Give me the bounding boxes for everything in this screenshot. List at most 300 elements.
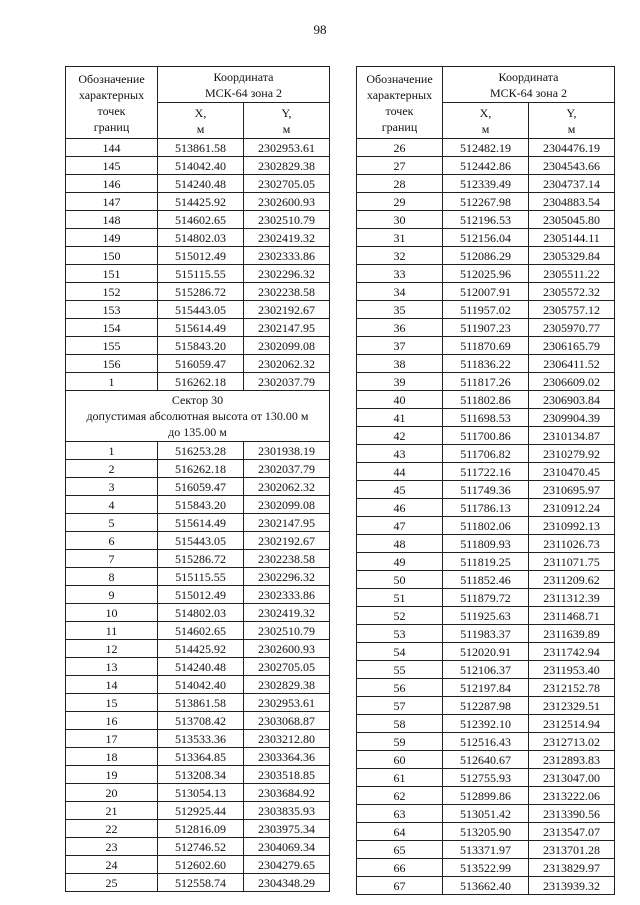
point-id-cell: 1	[66, 442, 158, 460]
x-coordinate-cell: 511749.36	[443, 481, 529, 499]
x-coordinate-cell: 511698.53	[443, 409, 529, 427]
x-coordinate-cell: 511879.72	[443, 589, 529, 607]
point-id-cell: 65	[357, 841, 443, 859]
y-coordinate-cell: 2305045.80	[529, 211, 615, 229]
table-row	[66, 856, 330, 874]
table-row	[66, 496, 330, 514]
table-row	[66, 838, 330, 856]
y-coordinate-cell: 2305757.12	[529, 301, 615, 319]
table-row	[357, 697, 615, 715]
table-row	[66, 175, 330, 193]
table-row	[357, 715, 615, 733]
x-coordinate-cell: 512516.43	[443, 733, 529, 751]
point-id-cell: 34	[357, 283, 443, 301]
table-row	[66, 730, 330, 748]
x-coordinate-cell: 513205.90	[443, 823, 529, 841]
point-id-cell: 153	[66, 301, 158, 319]
y-coordinate-cell: 2302238.58	[244, 283, 330, 301]
point-id-cell: 154	[66, 319, 158, 337]
x-coordinate-cell: 515012.49	[158, 247, 244, 265]
table-row	[66, 265, 330, 283]
table-row	[357, 499, 615, 517]
point-id-cell: 37	[357, 337, 443, 355]
y-coordinate-cell: 2302333.86	[244, 247, 330, 265]
y-coordinate-cell: 2303835.93	[244, 802, 330, 820]
table-row	[357, 841, 615, 859]
table-row	[66, 301, 330, 319]
point-id-cell: 30	[357, 211, 443, 229]
point-id-cell: 152	[66, 283, 158, 301]
x-coordinate-cell: 514602.65	[158, 211, 244, 229]
section-heading	[66, 391, 330, 442]
point-id-cell: 39	[357, 373, 443, 391]
table-row	[357, 373, 615, 391]
y-coordinate-cell: 2313047.00	[529, 769, 615, 787]
y-coordinate-cell: 2302333.86	[244, 586, 330, 604]
table-row	[357, 445, 615, 463]
x-coordinate-cell: 514802.03	[158, 604, 244, 622]
x-coordinate-cell: 513364.85	[158, 748, 244, 766]
y-coordinate-cell: 2312893.83	[529, 751, 615, 769]
point-id-cell: 56	[357, 679, 443, 697]
table-row	[357, 571, 615, 589]
x-coordinate-cell: 512106.37	[443, 661, 529, 679]
x-coordinate-cell: 512816.09	[158, 820, 244, 838]
table-row	[66, 355, 330, 373]
point-id-cell: 5	[66, 514, 158, 532]
x-coordinate-cell: 514602.65	[158, 622, 244, 640]
point-id-cell: 17	[66, 730, 158, 748]
table-row	[357, 463, 615, 481]
table-row	[66, 514, 330, 532]
point-id-cell: 24	[66, 856, 158, 874]
x-coordinate-cell: 511700.86	[443, 427, 529, 445]
y-coordinate-cell: 2304069.34	[244, 838, 330, 856]
point-id-cell: 156	[66, 355, 158, 373]
table-row	[357, 211, 615, 229]
point-id-cell: 38	[357, 355, 443, 373]
table-row	[357, 319, 615, 337]
point-id-cell: 8	[66, 568, 158, 586]
x-coordinate-cell: 514042.40	[158, 676, 244, 694]
table-row	[66, 874, 330, 892]
y-coordinate-cell: 2302419.32	[244, 229, 330, 247]
table-row	[66, 157, 330, 175]
x-coordinate-cell: 515443.05	[158, 532, 244, 550]
point-id-cell: 40	[357, 391, 443, 409]
point-id-cell: 64	[357, 823, 443, 841]
table-row	[357, 679, 615, 697]
x-coordinate-cell: 515286.72	[158, 283, 244, 301]
point-id-cell: 21	[66, 802, 158, 820]
x-coordinate-cell: 513861.58	[158, 139, 244, 157]
x-coordinate-cell: 514240.48	[158, 658, 244, 676]
point-id-cell: 57	[357, 697, 443, 715]
point-id-cell: 146	[66, 175, 158, 193]
x-column-header: X, м	[443, 103, 529, 139]
x-coordinate-cell: 515443.05	[158, 301, 244, 319]
point-id-cell: 62	[357, 787, 443, 805]
x-coordinate-cell: 513708.42	[158, 712, 244, 730]
table-row	[357, 751, 615, 769]
point-id-cell: 149	[66, 229, 158, 247]
x-coordinate-cell: 515286.72	[158, 550, 244, 568]
point-id-cell: 59	[357, 733, 443, 751]
y-coordinate-cell: 2305329.84	[529, 247, 615, 265]
table-row	[357, 337, 615, 355]
x-coordinate-cell: 515115.55	[158, 265, 244, 283]
y-coordinate-cell: 2304348.29	[244, 874, 330, 892]
point-id-cell: 25	[66, 874, 158, 892]
y-coordinate-cell: 2302296.32	[244, 568, 330, 586]
point-id-cell: 28	[357, 175, 443, 193]
table-row	[357, 265, 615, 283]
x-coordinate-cell: 516059.47	[158, 355, 244, 373]
table-row	[66, 283, 330, 301]
point-id-cell: 155	[66, 337, 158, 355]
table-row	[66, 442, 330, 460]
y-coordinate-cell: 2303684.92	[244, 784, 330, 802]
x-coordinate-cell: 512287.98	[443, 697, 529, 715]
table-row	[66, 604, 330, 622]
y-coordinate-cell: 2303068.87	[244, 712, 330, 730]
table-row	[357, 553, 615, 571]
table-row	[357, 283, 615, 301]
point-id-cell: 16	[66, 712, 158, 730]
table-row	[357, 355, 615, 373]
section-block	[66, 391, 330, 442]
x-coordinate-cell: 512640.67	[443, 751, 529, 769]
point-id-cell: 145	[66, 157, 158, 175]
y-coordinate-cell: 2313390.56	[529, 805, 615, 823]
table-row	[357, 769, 615, 787]
table-row	[357, 823, 615, 841]
x-coordinate-cell: 511907.23	[443, 319, 529, 337]
table-row	[66, 784, 330, 802]
x-coordinate-cell: 512267.98	[443, 193, 529, 211]
table-row	[357, 859, 615, 877]
y-coordinate-cell: 2312713.02	[529, 733, 615, 751]
x-coordinate-cell: 512020.91	[443, 643, 529, 661]
point-id-cell: 15	[66, 694, 158, 712]
table-row	[66, 229, 330, 247]
y-coordinate-cell: 2302510.79	[244, 211, 330, 229]
x-coordinate-cell: 516262.18	[158, 460, 244, 478]
y-coordinate-cell: 2302062.32	[244, 355, 330, 373]
table-row	[66, 373, 330, 391]
point-id-cell: 66	[357, 859, 443, 877]
point-id-cell: 44	[357, 463, 443, 481]
point-id-cell: 41	[357, 409, 443, 427]
x-coordinate-cell: 514240.48	[158, 175, 244, 193]
x-coordinate-cell: 513208.34	[158, 766, 244, 784]
x-coordinate-cell: 512925.44	[158, 802, 244, 820]
y-coordinate-cell: 2302296.32	[244, 265, 330, 283]
table-row	[66, 550, 330, 568]
y-coordinate-cell: 2313701.28	[529, 841, 615, 859]
y-coordinate-cell: 2306165.79	[529, 337, 615, 355]
point-id-cell: 48	[357, 535, 443, 553]
point-id-cell: 14	[66, 676, 158, 694]
coordinate-system-header: Координата МСК-64 зона 2	[158, 67, 330, 103]
table-row	[357, 391, 615, 409]
y-coordinate-cell: 2304476.19	[529, 139, 615, 157]
point-id-cell: 32	[357, 247, 443, 265]
point-id-cell: 55	[357, 661, 443, 679]
section-altitude-line-end: до 135.00 м	[168, 425, 227, 439]
y-coordinate-cell: 2302099.08	[244, 337, 330, 355]
x-coordinate-cell: 511836.22	[443, 355, 529, 373]
point-id-cell: 11	[66, 622, 158, 640]
table-row	[357, 625, 615, 643]
point-id-cell: 47	[357, 517, 443, 535]
y-coordinate-cell: 2310279.92	[529, 445, 615, 463]
point-id-cell: 3	[66, 478, 158, 496]
x-coordinate-cell: 512156.04	[443, 229, 529, 247]
table-row	[66, 460, 330, 478]
point-id-cell: 63	[357, 805, 443, 823]
point-id-cell: 9	[66, 586, 158, 604]
x-coordinate-cell: 514042.40	[158, 157, 244, 175]
x-coordinate-cell: 512392.10	[443, 715, 529, 733]
y-coordinate-cell: 2313222.06	[529, 787, 615, 805]
table-row	[357, 301, 615, 319]
point-id-cell: 61	[357, 769, 443, 787]
y-column-header: Y, м	[529, 103, 615, 139]
x-coordinate-cell: 515614.49	[158, 514, 244, 532]
point-id-cell: 19	[66, 766, 158, 784]
x-coordinate-cell: 515614.49	[158, 319, 244, 337]
x-coordinate-cell: 511802.86	[443, 391, 529, 409]
x-coordinate-cell: 513533.36	[158, 730, 244, 748]
point-id-cell: 50	[357, 571, 443, 589]
x-coordinate-cell: 511809.93	[443, 535, 529, 553]
point-id-cell: 27	[357, 157, 443, 175]
table-row	[66, 712, 330, 730]
table-row	[66, 211, 330, 229]
table-row	[357, 139, 615, 157]
table-row	[357, 733, 615, 751]
point-id-cell: 43	[357, 445, 443, 463]
y-coordinate-cell: 2302147.95	[244, 514, 330, 532]
table-row	[66, 658, 330, 676]
table-row	[357, 157, 615, 175]
x-coordinate-cell: 512755.93	[443, 769, 529, 787]
y-coordinate-cell: 2304279.65	[244, 856, 330, 874]
y-coordinate-cell: 2311071.75	[529, 553, 615, 571]
x-coordinate-cell: 511983.37	[443, 625, 529, 643]
point-id-cell: 12	[66, 640, 158, 658]
x-coordinate-cell: 512197.84	[443, 679, 529, 697]
point-id-cell: 151	[66, 265, 158, 283]
point-id-cell: 18	[66, 748, 158, 766]
x-coordinate-cell: 514425.92	[158, 193, 244, 211]
y-coordinate-cell: 2312514.94	[529, 715, 615, 733]
table-row	[357, 193, 615, 211]
y-coordinate-cell: 2311742.94	[529, 643, 615, 661]
y-coordinate-cell: 2302062.32	[244, 478, 330, 496]
y-coordinate-cell: 2302037.79	[244, 373, 330, 391]
point-id-cell: 36	[357, 319, 443, 337]
y-coordinate-cell: 2302829.38	[244, 157, 330, 175]
y-coordinate-cell: 2305572.32	[529, 283, 615, 301]
y-coordinate-cell: 2302099.08	[244, 496, 330, 514]
x-coordinate-cell: 511817.26	[443, 373, 529, 391]
x-coordinate-cell: 512339.49	[443, 175, 529, 193]
y-coordinate-cell: 2304543.66	[529, 157, 615, 175]
page-number: 98	[313, 22, 327, 37]
point-id-cell: 23	[66, 838, 158, 856]
y-coordinate-cell: 2302192.67	[244, 301, 330, 319]
point-id-cell: 31	[357, 229, 443, 247]
x-coordinate-cell: 513662.40	[443, 877, 529, 895]
y-coordinate-cell: 2301938.19	[244, 442, 330, 460]
point-id-cell: 54	[357, 643, 443, 661]
y-coordinate-cell: 2306903.84	[529, 391, 615, 409]
table-row	[357, 589, 615, 607]
table-row	[357, 661, 615, 679]
table-row	[357, 787, 615, 805]
point-id-cell: 49	[357, 553, 443, 571]
table-row	[357, 247, 615, 265]
table-row	[66, 586, 330, 604]
left-table-body-top	[66, 139, 330, 391]
x-coordinate-cell: 511786.13	[443, 499, 529, 517]
x-column-header: X, м	[158, 103, 244, 139]
x-coordinate-cell: 515012.49	[158, 586, 244, 604]
point-id-cell: 58	[357, 715, 443, 733]
y-coordinate-cell: 2311312.39	[529, 589, 615, 607]
table-row	[66, 820, 330, 838]
point-id-cell: 42	[357, 427, 443, 445]
table-row	[66, 319, 330, 337]
x-coordinate-cell: 515843.20	[158, 337, 244, 355]
y-column-header: Y, м	[244, 103, 330, 139]
y-coordinate-cell: 2303518.85	[244, 766, 330, 784]
table-row	[357, 175, 615, 193]
table-row	[357, 409, 615, 427]
x-coordinate-cell: 511802.06	[443, 517, 529, 535]
table-row	[66, 193, 330, 211]
y-coordinate-cell: 2310992.13	[529, 517, 615, 535]
left-table-body-bottom	[66, 442, 330, 892]
y-coordinate-cell: 2306411.52	[529, 355, 615, 373]
y-coordinate-cell: 2305511.22	[529, 265, 615, 283]
table-row	[66, 676, 330, 694]
x-coordinate-cell: 513522.99	[443, 859, 529, 877]
table-row	[357, 427, 615, 445]
point-id-cell: 35	[357, 301, 443, 319]
y-coordinate-cell: 2310134.87	[529, 427, 615, 445]
y-coordinate-cell: 2310470.45	[529, 463, 615, 481]
y-coordinate-cell: 2303975.34	[244, 820, 330, 838]
right-table-body	[357, 139, 615, 895]
x-coordinate-cell: 516253.28	[158, 442, 244, 460]
table-row	[66, 568, 330, 586]
x-coordinate-cell: 511925.63	[443, 607, 529, 625]
table-row	[66, 532, 330, 550]
coordinates-table-right	[356, 66, 615, 895]
point-id-cell: 52	[357, 607, 443, 625]
section-title: Сектор 30	[171, 393, 224, 407]
x-coordinate-cell: 512007.91	[443, 283, 529, 301]
point-id-cell: 147	[66, 193, 158, 211]
table-row	[66, 694, 330, 712]
y-coordinate-cell: 2309904.39	[529, 409, 615, 427]
y-coordinate-cell: 2310695.97	[529, 481, 615, 499]
y-coordinate-cell: 2302705.05	[244, 175, 330, 193]
point-id-cell: 6	[66, 532, 158, 550]
y-coordinate-cell: 2302600.93	[244, 640, 330, 658]
y-coordinate-cell: 2302037.79	[244, 460, 330, 478]
point-id-cell: 26	[357, 139, 443, 157]
table-row	[66, 802, 330, 820]
x-coordinate-cell: 514802.03	[158, 229, 244, 247]
section-altitude-line: допустимая абсолютная высота от 130.00 м	[86, 409, 309, 423]
y-coordinate-cell: 2302829.38	[244, 676, 330, 694]
y-coordinate-cell: 2302147.95	[244, 319, 330, 337]
y-coordinate-cell: 2303212.80	[244, 730, 330, 748]
x-coordinate-cell: 512558.74	[158, 874, 244, 892]
y-coordinate-cell: 2302953.61	[244, 694, 330, 712]
y-coordinate-cell: 2312152.78	[529, 679, 615, 697]
coordinates-table-left	[65, 66, 330, 892]
x-coordinate-cell: 512482.19	[443, 139, 529, 157]
x-coordinate-cell: 513051.42	[443, 805, 529, 823]
y-coordinate-cell: 2302510.79	[244, 622, 330, 640]
point-id-cell: 13	[66, 658, 158, 676]
point-id-cell: 150	[66, 247, 158, 265]
point-id-cell: 22	[66, 820, 158, 838]
x-coordinate-cell: 514425.92	[158, 640, 244, 658]
point-designation-header: Обозначение характерных точек границ	[66, 67, 158, 139]
x-coordinate-cell: 513371.97	[443, 841, 529, 859]
table-row	[357, 229, 615, 247]
x-coordinate-cell: 515115.55	[158, 568, 244, 586]
x-coordinate-cell: 512025.96	[443, 265, 529, 283]
point-id-cell: 20	[66, 784, 158, 802]
table-row	[66, 478, 330, 496]
y-coordinate-cell: 2302705.05	[244, 658, 330, 676]
point-id-cell: 1	[66, 373, 158, 391]
point-id-cell: 7	[66, 550, 158, 568]
point-id-cell: 53	[357, 625, 443, 643]
table-row	[66, 139, 330, 157]
y-coordinate-cell: 2313829.97	[529, 859, 615, 877]
point-id-cell: 46	[357, 499, 443, 517]
y-coordinate-cell: 2302419.32	[244, 604, 330, 622]
y-coordinate-cell: 2304737.14	[529, 175, 615, 193]
x-coordinate-cell: 516059.47	[158, 478, 244, 496]
x-coordinate-cell: 516262.18	[158, 373, 244, 391]
y-coordinate-cell: 2311953.40	[529, 661, 615, 679]
y-coordinate-cell: 2302238.58	[244, 550, 330, 568]
y-coordinate-cell: 2306609.02	[529, 373, 615, 391]
y-coordinate-cell: 2311026.73	[529, 535, 615, 553]
x-coordinate-cell: 511819.25	[443, 553, 529, 571]
y-coordinate-cell: 2310912.24	[529, 499, 615, 517]
y-coordinate-cell: 2305970.77	[529, 319, 615, 337]
y-coordinate-cell: 2313547.07	[529, 823, 615, 841]
table-row	[66, 337, 330, 355]
x-coordinate-cell: 512899.86	[443, 787, 529, 805]
point-id-cell: 60	[357, 751, 443, 769]
table-row	[66, 748, 330, 766]
table-row	[357, 877, 615, 895]
y-coordinate-cell: 2305144.11	[529, 229, 615, 247]
x-coordinate-cell: 512442.86	[443, 157, 529, 175]
x-coordinate-cell: 513861.58	[158, 694, 244, 712]
